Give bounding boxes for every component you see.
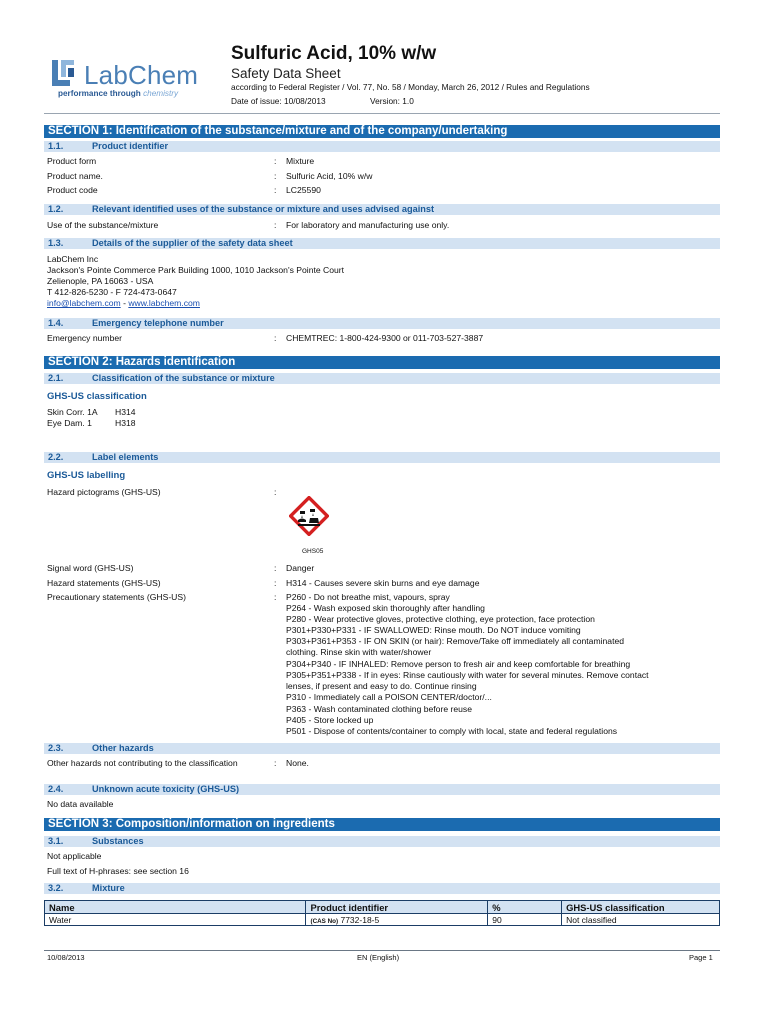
colon: : (274, 578, 277, 588)
precaution-line: P264 - Wash exposed skin thoroughly after handling (286, 603, 485, 613)
emergency-label: Emergency number (47, 333, 122, 343)
colon: : (274, 185, 277, 195)
other-hazards-label: Other hazards not contributing to the classification (47, 758, 238, 768)
ingredient-identifier: (CAS No) 7732-18-5 (306, 914, 488, 926)
colon: : (274, 487, 277, 497)
supplier-address-2: Zelienople, PA 16063 - USA (47, 276, 154, 286)
colon: : (274, 171, 277, 181)
precaution-line: lenses, if present and easy to do. Continue rinsing (286, 681, 477, 691)
subsection-2-3: 2.3. Other hazards (44, 743, 720, 754)
signal-word-label: Signal word (GHS-US) (47, 563, 134, 573)
precaution-line: P363 - Wash contaminated clothing before reuse (286, 704, 472, 714)
subsection-1-4: 1.4. Emergency telephone number (44, 318, 720, 329)
footer-language: EN (English) (357, 953, 400, 962)
footer-page-number: Page 1 (689, 953, 713, 962)
product-name-value: Sulfuric Acid, 10% w/w (286, 171, 373, 181)
classification-2-name: Eye Dam. 1 (47, 418, 92, 428)
colon: : (274, 563, 277, 573)
section-3-header: SECTION 3: Composition/information on ingredients (44, 818, 720, 831)
column-header: Name (45, 901, 306, 914)
precaution-line: P305+P351+P338 - If in eyes: Rinse cautiously with water for several minutes. Remove contact (286, 670, 649, 680)
section-2-header: SECTION 2: Hazards identification (44, 356, 720, 369)
precaution-line: P301+P330+P331 - IF SWALLOWED: Rinse mouth. Do NOT induce vomiting (286, 625, 581, 635)
use-value: For laboratory and manufacturing use only. (286, 220, 450, 230)
h-phrases-text: Full text of H-phrases: see section 16 (47, 866, 189, 876)
other-hazards-value: None. (286, 758, 309, 768)
logo-tagline: performance through chemistry (58, 89, 179, 98)
document-title: Sulfuric Acid, 10% w/w (231, 43, 437, 64)
subsection-2-1: 2.1. Classification of the substance or mixture (44, 373, 720, 384)
version: Version: 1.0 (370, 96, 414, 106)
footer-divider (44, 950, 720, 951)
precaution-line: P303+P361+P353 - IF ON SKIN (or hair): Remove/Take off immediately all contaminated (286, 636, 625, 646)
section-1-header: SECTION 1: Identification of the substance/mixture and of the company/undertaking (44, 125, 720, 138)
subsection-1-3: 1.3. Details of the supplier of the safety data sheet (44, 238, 720, 249)
precaution-line: P280 - Wear protective gloves, protective clothing, eye protection, face protection (286, 614, 595, 624)
regulation-reference: according to Federal Register / Vol. 77, No. 58 / Monday, March 26, 2012 / Rules and Regulations (231, 82, 590, 92)
column-header: GHS-US classification (562, 901, 720, 914)
email-link[interactable]: info@labchem.com (47, 298, 121, 308)
subsection-2-2: 2.2. Label elements (44, 452, 720, 463)
ghs05-corrosion-pictogram-icon (289, 496, 329, 536)
column-header: Product identifier (306, 901, 488, 914)
logo-name: LabChem (84, 60, 199, 90)
signal-word-value: Danger (286, 563, 315, 573)
subsection-3-2: 3.2. Mixture (44, 883, 720, 894)
product-form-label: Product form (47, 156, 97, 166)
document-subtitle: Safety Data Sheet (231, 66, 341, 81)
colon: : (274, 333, 277, 343)
column-header: % (488, 901, 562, 914)
ghs-classification-heading: GHS-US classification (47, 391, 147, 402)
table-row (45, 914, 720, 926)
precaution-line: P501 - Dispose of contents/container to comply with local, state and federal regulations (286, 726, 618, 736)
precaution-line: P405 - Store locked up (286, 715, 374, 725)
ingredient-percent: 90 (488, 914, 562, 926)
product-form-value: Mixture (286, 156, 315, 166)
hazard-statements-label: Hazard statements (GHS-US) (47, 578, 161, 588)
hazard-statements-value: H314 - Causes severe skin burns and eye damage (286, 578, 480, 588)
supplier-address-1: Jackson's Pointe Commerce Park Building 1000, 1010 Jackson's Pointe Court (47, 265, 345, 275)
product-code-value: LC25590 (286, 185, 321, 195)
product-name-label: Product name. (47, 171, 103, 181)
issue-date: Date of issue: 10/08/2013 (231, 96, 326, 106)
colon: : (274, 592, 277, 602)
mixture-table (44, 900, 720, 926)
colon: : (274, 156, 277, 166)
classification-1-code: H314 (115, 407, 136, 417)
ingredient-classification: Not classified (562, 914, 720, 926)
classification-2-code: H318 (115, 418, 136, 428)
ghs-labelling-heading: GHS-US labelling (47, 470, 126, 481)
acute-toxicity-value: No data available (47, 799, 114, 809)
colon: : (274, 220, 277, 230)
pictograms-label: Hazard pictograms (GHS-US) (47, 487, 161, 497)
pictogram-code: GHS05 (302, 548, 324, 555)
use-label: Use of the substance/mixture (47, 220, 159, 230)
subsection-1-2: 1.2. Relevant identified uses of the substance or mixture and uses advised against (44, 204, 720, 215)
supplier-name: LabChem Inc (47, 254, 99, 264)
table-header-row (45, 901, 720, 914)
website-link[interactable]: www.labchem.com (128, 298, 200, 308)
precautionary-statements-label: Precautionary statements (GHS-US) (47, 592, 186, 602)
precaution-line: P310 - Immediately call a POISON CENTER/doctor/... (286, 692, 492, 702)
footer-date: 10/08/2013 (47, 953, 85, 962)
supplier-contact: info@labchem.com - www.labchem.com (47, 298, 200, 308)
not-applicable-text: Not applicable (47, 851, 102, 861)
issue-info (231, 96, 414, 106)
emergency-value: CHEMTREC: 1-800-424-9300 or 011-703-527-3887 (286, 333, 484, 343)
subsection-1-1: 1.1. Product identifier (44, 141, 720, 152)
header-divider (44, 113, 720, 114)
product-code-label: Product code (47, 185, 98, 195)
ingredient-name: Water (45, 914, 306, 926)
labchem-logo (44, 56, 219, 100)
subsection-2-4: 2.4. Unknown acute toxicity (GHS-US) (44, 784, 720, 795)
precaution-line: P260 - Do not breathe mist, vapours, spray (286, 592, 450, 602)
labchem-flask-logo-icon (48, 58, 78, 88)
supplier-phone: T 412-826-5230 - F 724-473-0647 (47, 287, 177, 297)
classification-1-name: Skin Corr. 1A (47, 407, 98, 417)
subsection-3-1: 3.1. Substances (44, 836, 720, 847)
colon: : (274, 758, 277, 768)
precaution-line: clothing. Rinse skin with water/shower (286, 647, 432, 657)
precaution-line: P304+P340 - IF INHALED: Remove person to fresh air and keep comfortable for breathing (286, 659, 631, 669)
